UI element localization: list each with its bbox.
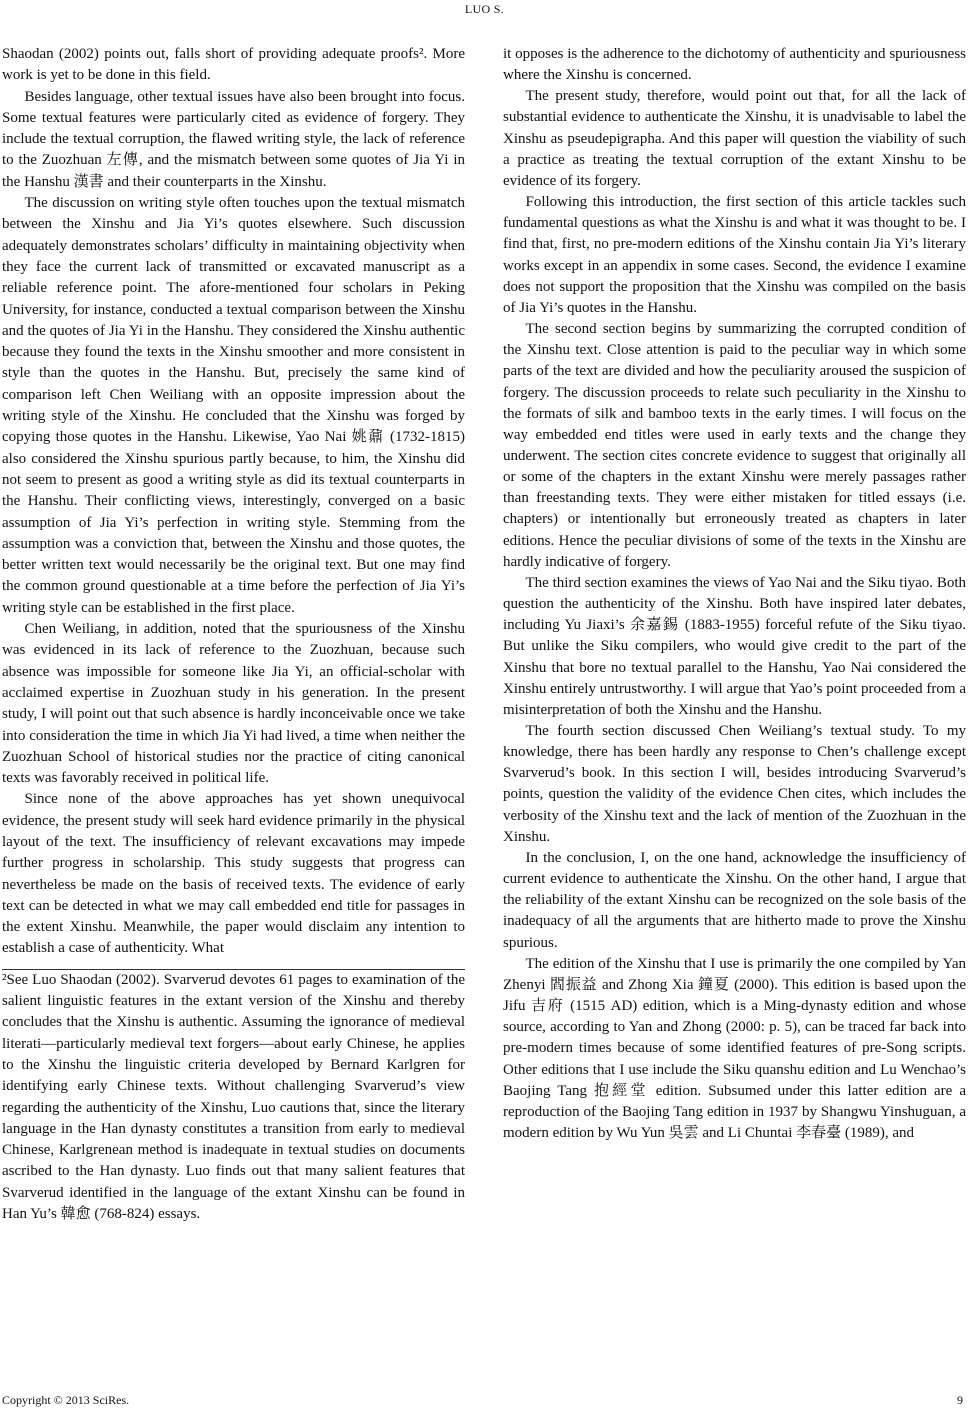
running-head: LUO S. — [464, 2, 505, 16]
right-column — [503, 44, 966, 1144]
footnote: ²See Luo Shaodan (2002). Svarverud devotes 61 pages to examination of the salient linguistic features in the extant version of the Xinshu and thereby concludes that the Xinshu is authentic. Assuming the ignorance of medieval literati—particularly medieval text forgers—about early Chinese, he applies to the Xinshu the linguistic criteria developed by Bernard Karlgren for identifying early Chinese texts. Without challenging Svarverud’s view regarding the authenticity of the Xinshu, Luo cautions that, since the literary language in the Han dynasty constitutes a transition from early to medieval Chinese, Karlgrenean method is inadequate in textual studies on documents ascribed to the Han dynasty. Luo finds out that many salient features that Svarverud identified in the language of the extant Xinshu can be found in Han Yu’s 韓愈 (768-824) essays. — [2, 971, 465, 1223]
paragraph: it opposes is the adherence to the dichotomy of authenticity and spuriousness where the Xinshu is concerned. — [503, 46, 966, 84]
paragraph: The fourth section discussed Chen Weiliang’s textual study. To my knowledge, there has been hardly any response to Chen’s challenge except Svarverud’s book. In this section I will, besides introducing Svarverud’s points, question the validity of the evidence Chen cites, which includes the verbosity of the Xinshu text and the lack of mention of the Zuozhuan in the Xinshu. — [503, 723, 966, 845]
paragraph: Besides language, other textual issues have also been brought into focus. Some textual features were particularly cited as evidence of forgery. They include the textual corruption, the flawed writing style, the lack of reference to the Zuozhuan 左傳, and the mismatch between some quotes of Jia Yi in the Hanshu 漢書 and their counterparts in the Xinshu. — [2, 88, 465, 190]
paragraph: Since none of the above approaches has yet shown unequivocal evidence, the present study will seek hard evidence primarily in the physical layout of the text. The insufficiency of relevant excavations may impede further progress in scholarship. This study suggests that progress can nevertheless be made on the basis of received texts. The evidence of early text can be detected in what we may call embedded end title for passages in the extent Xinshu. Meanwhile, the paper would disclaim any intention to establish a case of authenticity. What — [2, 791, 465, 957]
paragraph: The edition of the Xinshu that I use is primarily the one compiled by Yan Zhenyi 閻振益 and Zhong Xia 鐘夏 (2000). This edition is based upon the Jifu 吉府 (1515 AD) edition, which is a Ming-dynasty edition and whose source, according to Yan and Zhong (2000: p. 5), can be traced far back into pre-modern times because of some identified features of pre-Song scripts. Other editions that I use include the Siku quanshu edition and Lu Wenchao’s Baojing Tang 抱經堂 edition. Subsumed under this latter edition are a reproduction of the Baojing Tang edition in 1937 by Shangwu Yinshuguan, a modern edition by Wu Yun 吳雲 and Li Chuntai 李春臺 (1989), and — [503, 955, 966, 1141]
paragraph: Chen Weiliang, in addition, noted that the spuriousness of the Xinshu was evidenced in its lack of reference to the Zuozhuan, because such absence was impossible for someone like Jia Yi, an official-scholar with acclaimed expertise in Zuozhuan study in his generation. In the present study, I will point out that such absence is hardly inconceivable once we take into consideration the time in which Jia Yi had lived, a time when neither the Zuozhuan School of historical studies nor the practice of citing canonical texts was favorably received in political life. — [2, 621, 465, 787]
paragraph: The present study, therefore, would point out that, for all the lack of substantial evidence to authenticate the Xinshu, it is unadvisable to label the Xinshu as pseudepigrapha. And this paper will question the viability of such a practice as treating the textual corruption of the extant Xinshu to be evidence of its forgery. — [503, 88, 966, 189]
paragraph: Shaodan (2002) points out, falls short of providing adequate proofs². More work is yet to be done in this field. — [2, 46, 465, 84]
paragraph: The third section examines the views of Yao Nai and the Siku tiyao. Both question the authenticity of the Xinshu. Both have inspired later debates, including Yu Jiaxi’s 余嘉錫 (1883-1955) forceful refute of the Siku tiyao. But unlike the Siku compilers, who would give credit to the part of the Xinshu that bore no textual parallel to the Hanshu, Yao Nai considered the Xinshu entirely untrustworthy. I will argue that Yao’s point proceeded from a misinterpretation of both the Xinshu and the Hanshu. — [503, 574, 966, 718]
page-number: 9 — [957, 1393, 963, 1407]
copyright-notice: Copyright © 2013 SciRes. — [2, 1393, 130, 1407]
paragraph: In the conclusion, I, on the one hand, acknowledge the insufficiency of current evidence to authenticate the Xinshu. On the other hand, I argue that the reliability of the extant Xinshu can be recognized on the sole basis of the inadequacy of all the arguments that are hitherto made to prove the Xinshu spurious. — [503, 849, 966, 951]
paragraph: The discussion on writing style often touches upon the textual mismatch between the Xinshu and Jia Yi’s quotes elsewhere. Such discussion adequately demonstrates scholars’ difficulty in maintaining objectivity when they face the current lack of transmitted or excavated manuscript as a reliable reference point. The afore-mentioned four scholars in Peking University, for instance, conducted a textual comparison between the Xinshu and the quotes of Jia Yi in the Hanshu. They considered the Xinshu authentic because they found the texts in the Xinshu smoother and more consistent in style than the quotes in the Hanshu. But, precisely the same kind of comparison left Chen Weiliang with an opposite impression about the writing style of the Xinshu. He concluded that the Xinshu was forged by copying those quotes in the Hanshu. Likewise, Yao Nai 姚鼐 (1732-1815) also considered the Xinshu spurious partly because, to him, the Xinshu did not seem to present as good a writing style as did its textual counterparts in the Hanshu. Their conflicting views, interestingly, converged on a basic assumption of Jia Yi’s perfection in writing style. Stemming from the assumption was a conviction that, between the Xinshu and those quotes, the better written text would necessarily be the original text. But one may find the common ground questionable at a time before the perfection of Jia Yi’s writing style can be established in the first place. — [2, 195, 465, 616]
paragraph: Following this introduction, the first section of this article tackles such fundamental questions as what the Xinshu is and what it was thought to be. I find that, first, no pre-modern editions of the Xinshu contain Jia Yi’s literary works except in an appendix in some cases. Second, the evidence I examine does not support the proposition that the Xinshu was compiled on the basis of Jia Yi’s quotes in the Hanshu. — [503, 194, 966, 316]
paragraph: The second section begins by summarizing the corrupted condition of the Xinshu text. Close attention is paid to the peculiar way in which some parts of the text are divided and how the peculiarity aroused the suspicion of forgery. The discussion proceeds to relate such peculiarity in the Xinshu to the formats of silk and bamboo texts in the early times. I will focus on the way embedded end titles were used in early texts and the change they underwent. The section cites concrete evidence to suggest that originally all or some of the chapters in the extant Xinshu were merely passages rather than freestanding texts. They were either mistaken for titled essays (i.e. chapters) or intentionally but erroneously treated as chapters in later editions. Hence the peculiar divisions of some of the texts in the Xinshu are hardly indicative of forgery. — [503, 321, 966, 570]
left-column — [2, 44, 465, 1225]
